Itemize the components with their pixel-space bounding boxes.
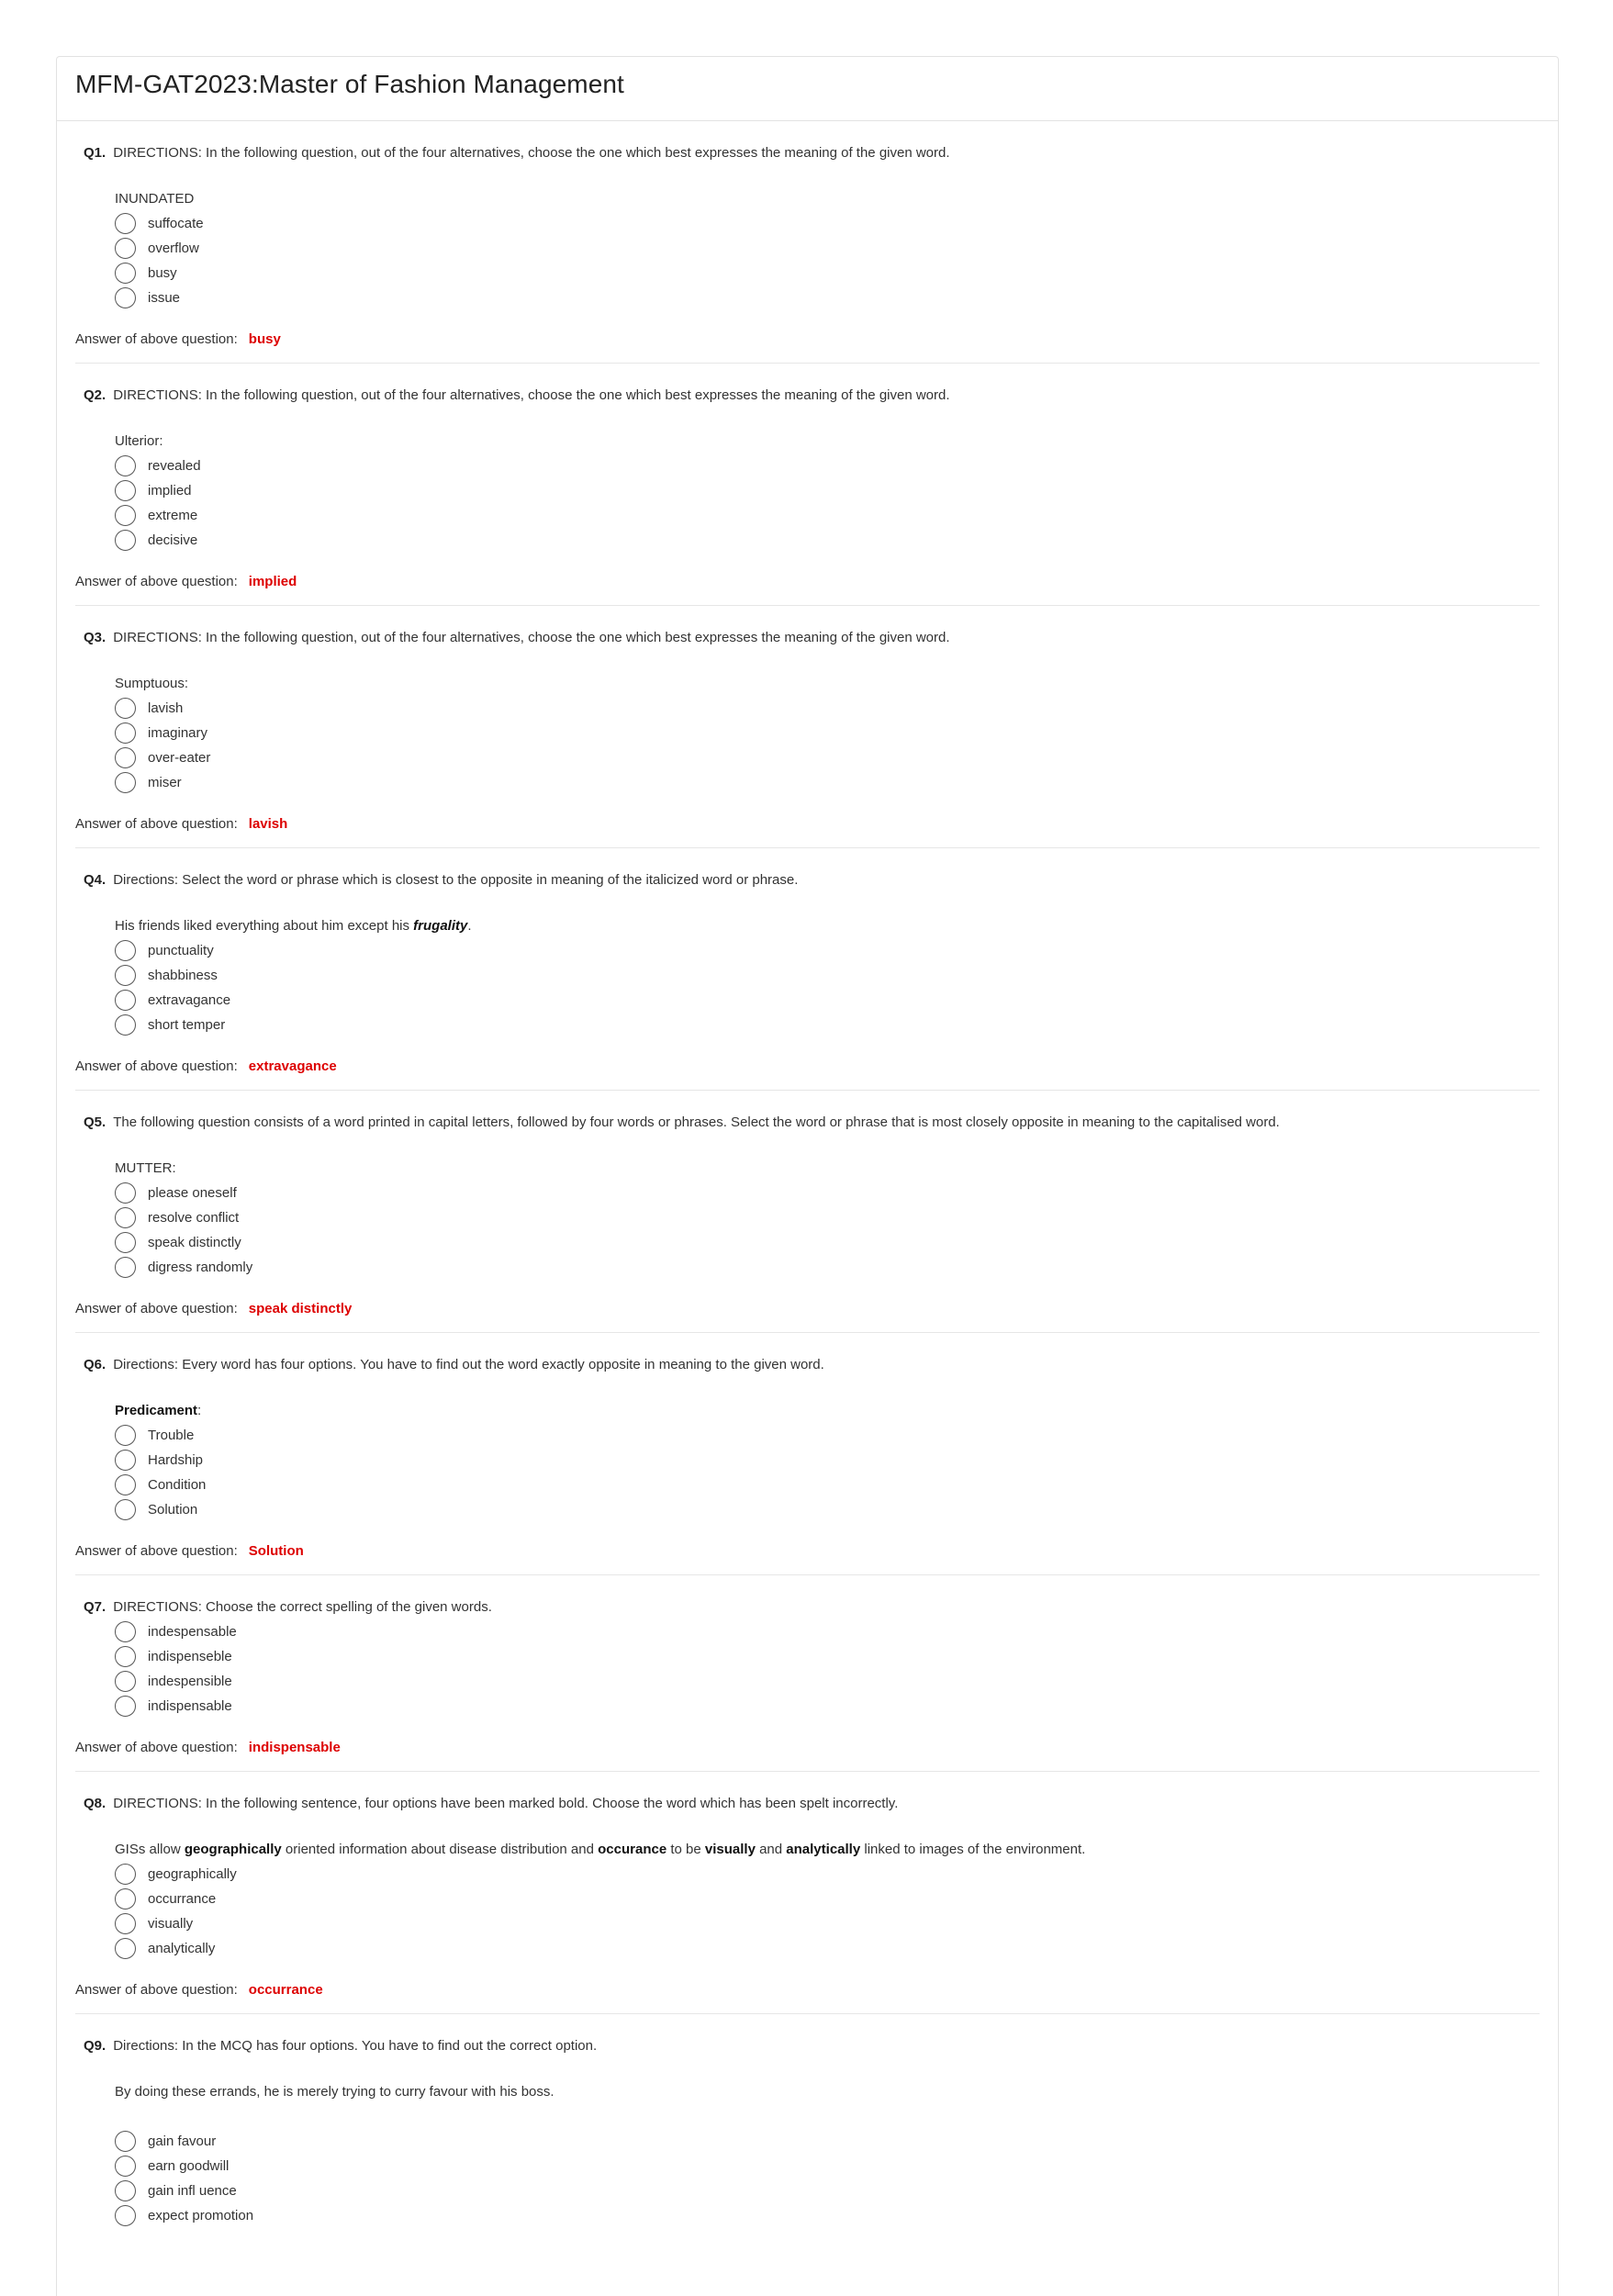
question-directions: Directions: Select the word or phrase which is closest to the opposite in meaning of the italicized word or phrase. <box>113 872 799 888</box>
option-item[interactable] <box>115 745 1540 770</box>
question-item <box>75 1575 1540 1772</box>
question-number: Q9. <box>84 2038 106 2054</box>
question-number: Q8. <box>84 1796 106 1811</box>
option-label: revealed <box>148 458 201 474</box>
stem-bold-word: occurance <box>598 1842 667 1857</box>
question-body <box>75 914 1540 1037</box>
option-list <box>115 1181 1540 1280</box>
answer-line <box>75 1539 1540 1563</box>
question-stem: Ulterior: <box>115 433 163 449</box>
option-label: gain favour <box>148 2134 217 2149</box>
option-label: implied <box>148 483 192 498</box>
question-item <box>75 1772 1540 2014</box>
option-item[interactable] <box>115 938 1540 963</box>
radio-button[interactable] <box>115 1182 136 1204</box>
option-label: expect promotion <box>148 2208 254 2223</box>
option-label: gain infl uence <box>148 2183 237 2199</box>
question-item <box>75 1091 1540 1333</box>
option-item[interactable] <box>115 1619 1540 1644</box>
option-label: shabbiness <box>148 968 218 983</box>
answer-label: Answer of above question: <box>75 1740 238 1755</box>
stem-text: . <box>467 918 472 934</box>
stem-text: to be <box>666 1842 705 1857</box>
radio-button[interactable] <box>115 698 136 719</box>
option-label: over-eater <box>148 750 211 766</box>
option-label: suffocate <box>148 216 204 231</box>
option-item[interactable] <box>115 2129 1540 2154</box>
question-directions: Directions: In the MCQ has four options. You have to find out the correct option. <box>113 2038 598 2054</box>
radio-button[interactable] <box>115 505 136 526</box>
option-label: geographically <box>148 1866 237 1882</box>
card-header <box>57 57 1558 121</box>
answer-value: occurrance <box>248 1982 323 1998</box>
answer-line <box>75 1977 1540 2002</box>
option-item[interactable] <box>115 1230 1540 1255</box>
option-item[interactable] <box>115 1423 1540 1448</box>
option-item[interactable] <box>115 1448 1540 1473</box>
question-header <box>75 1791 1540 1816</box>
answer-value: lavish <box>248 816 288 832</box>
question-body <box>75 187 1540 310</box>
answer-value: indispensable <box>248 1740 341 1755</box>
option-item[interactable] <box>115 286 1540 310</box>
option-list <box>115 1423 1540 1522</box>
option-item[interactable] <box>115 2154 1540 2178</box>
radio-button[interactable] <box>115 1696 136 1717</box>
radio-button[interactable] <box>115 263 136 284</box>
question-number: Q4. <box>84 872 106 888</box>
radio-button[interactable] <box>115 2156 136 2177</box>
option-label: resolve conflict <box>148 1210 240 1226</box>
answer-value: speak distinctly <box>248 1301 353 1316</box>
answer-label: Answer of above question: <box>75 1301 238 1316</box>
stem-text: : <box>197 1403 202 1418</box>
radio-button[interactable] <box>115 213 136 234</box>
answer-value: extravagance <box>248 1058 337 1074</box>
answer-label: Answer of above question: <box>75 574 238 589</box>
stem-text: oriented information about disease distribution and <box>281 1842 599 1857</box>
answer-value: busy <box>248 331 281 347</box>
radio-button[interactable] <box>115 722 136 744</box>
radio-button[interactable] <box>115 1938 136 1959</box>
page-title: MFM-GAT2023:Master of Fashion Management <box>75 70 624 98</box>
radio-button[interactable] <box>115 1888 136 1910</box>
answer-line <box>75 812 1540 836</box>
option-label: short temper <box>148 1017 226 1033</box>
option-item[interactable] <box>115 1473 1540 1497</box>
answer-line <box>75 1296 1540 1321</box>
radio-button[interactable] <box>115 940 136 961</box>
radio-button[interactable] <box>115 455 136 476</box>
option-item[interactable] <box>115 478 1540 503</box>
radio-button[interactable] <box>115 287 136 308</box>
stem-text: linked to images of the environment. <box>860 1842 1086 1857</box>
option-label: busy <box>148 265 177 281</box>
radio-button[interactable] <box>115 965 136 986</box>
radio-button[interactable] <box>115 1014 136 1036</box>
question-number: Q3. <box>84 630 106 645</box>
option-item[interactable] <box>115 1936 1540 1961</box>
radio-button[interactable] <box>115 238 136 259</box>
option-list <box>115 454 1540 553</box>
option-item[interactable] <box>115 454 1540 478</box>
radio-button[interactable] <box>115 2131 136 2152</box>
option-label: extreme <box>148 508 198 523</box>
question-stem: By doing these errands, he is merely trying to curry favour with his boss. <box>115 2084 554 2100</box>
answer-line <box>75 1735 1540 1760</box>
option-label: indispenseble <box>148 1649 232 1664</box>
option-label: indespensable <box>148 1624 237 1640</box>
question-stem: Sumptuous: <box>115 676 189 691</box>
question-number: Q5. <box>84 1114 106 1130</box>
option-label: punctuality <box>148 943 214 958</box>
option-item[interactable] <box>115 963 1540 988</box>
radio-button[interactable] <box>115 990 136 1011</box>
question-directions: DIRECTIONS: In the following sentence, four options have been marked bold. Choose the word which has been spelt incorrectly. <box>113 1796 899 1811</box>
option-item[interactable] <box>115 2203 1540 2228</box>
stem-bold-word: analytically <box>786 1842 861 1857</box>
option-item[interactable] <box>115 503 1540 528</box>
question-stem: INUNDATED <box>115 191 195 207</box>
stem-text: GISs allow <box>115 1842 185 1857</box>
option-item[interactable] <box>115 261 1540 286</box>
question-stem <box>115 1838 1540 1862</box>
option-label: decisive <box>148 532 198 548</box>
question-directions: DIRECTIONS: In the following question, out of the four alternatives, choose the one which best expresses the meaning of the given word. <box>113 630 950 645</box>
radio-button[interactable] <box>115 1450 136 1471</box>
answer-value: Solution <box>248 1543 304 1559</box>
question-number: Q7. <box>84 1599 106 1615</box>
radio-button[interactable] <box>115 747 136 768</box>
question-directions: DIRECTIONS: In the following question, out of the four alternatives, choose the one which best expresses the meaning of the given word. <box>113 145 950 161</box>
option-label: digress randomly <box>148 1260 253 1275</box>
option-label: please oneself <box>148 1185 237 1201</box>
option-label: occurrance <box>148 1891 217 1907</box>
option-label: earn goodwill <box>148 2158 230 2174</box>
option-item[interactable] <box>115 1862 1540 1887</box>
radio-button[interactable] <box>115 772 136 793</box>
question-item <box>75 2014 1540 2239</box>
option-item[interactable] <box>115 236 1540 261</box>
stem-bold-word: Predicament <box>115 1403 198 1418</box>
radio-button[interactable] <box>115 2205 136 2226</box>
option-label: Trouble <box>148 1428 195 1443</box>
option-list <box>115 2129 1540 2228</box>
question-header <box>75 625 1540 650</box>
question-item <box>75 364 1540 606</box>
option-item[interactable] <box>115 1694 1540 1719</box>
option-label: visually <box>148 1916 194 1932</box>
option-label: Solution <box>148 1502 198 1518</box>
question-header <box>75 383 1540 408</box>
option-item[interactable] <box>115 1644 1540 1669</box>
option-list <box>115 696 1540 795</box>
radio-button[interactable] <box>115 480 136 501</box>
radio-button[interactable] <box>115 1232 136 1253</box>
question-directions: The following question consists of a word printed in capital letters, followed by four words or phrases. Select the word or phrase that is most closely opposite in meaning to the capitalised word. <box>113 1114 1280 1130</box>
option-label: analytically <box>148 1941 216 1956</box>
question-number: Q6. <box>84 1357 106 1372</box>
question-list <box>57 121 1558 2239</box>
option-item[interactable] <box>115 528 1540 553</box>
option-item[interactable] <box>115 770 1540 795</box>
option-item[interactable] <box>115 2178 1540 2203</box>
radio-button[interactable] <box>115 1474 136 1495</box>
question-body <box>75 672 1540 795</box>
question-paper-card <box>56 56 1559 2296</box>
answer-line <box>75 569 1540 594</box>
option-label: indispensable <box>148 1698 232 1714</box>
radio-button[interactable] <box>115 530 136 551</box>
question-body <box>75 430 1540 553</box>
radio-button[interactable] <box>115 1671 136 1692</box>
radio-button[interactable] <box>115 1499 136 1520</box>
radio-button[interactable] <box>115 1207 136 1228</box>
option-item[interactable] <box>115 1013 1540 1037</box>
question-number: Q1. <box>84 145 106 161</box>
radio-button[interactable] <box>115 1864 136 1885</box>
option-label: Hardship <box>148 1452 204 1468</box>
option-item[interactable] <box>115 1669 1540 1694</box>
stem-bold-word: geographically <box>184 1842 282 1857</box>
option-list <box>115 1619 1540 1719</box>
question-item <box>75 606 1540 848</box>
option-item[interactable] <box>115 1181 1540 1205</box>
option-label: miser <box>148 775 182 790</box>
option-item[interactable] <box>115 211 1540 236</box>
question-number: Q2. <box>84 387 106 403</box>
question-body <box>75 1838 1540 1961</box>
question-item <box>75 1333 1540 1575</box>
question-header <box>75 140 1540 165</box>
option-label: issue <box>148 290 181 306</box>
option-label: extravagance <box>148 992 231 1008</box>
radio-button[interactable] <box>115 1621 136 1642</box>
question-stem <box>115 1399 1540 1423</box>
stem-italic-word: frugality <box>413 918 468 934</box>
question-item <box>75 848 1540 1091</box>
option-list <box>115 938 1540 1037</box>
question-header <box>75 868 1540 892</box>
option-label: speak distinctly <box>148 1235 241 1250</box>
question-stem: MUTTER: <box>115 1160 176 1176</box>
radio-button[interactable] <box>115 1425 136 1446</box>
question-directions: Directions: Every word has four options. You have to find out the word exactly opposite in meaning to the given word. <box>113 1357 824 1372</box>
option-label: Condition <box>148 1477 207 1493</box>
option-item[interactable] <box>115 1497 1540 1522</box>
question-item <box>75 121 1540 364</box>
option-label: imaginary <box>148 725 208 741</box>
stem-text: and <box>755 1842 787 1857</box>
question-header <box>75 1110 1540 1135</box>
option-label: overflow <box>148 241 199 256</box>
option-list <box>115 1862 1540 1961</box>
question-body <box>75 1619 1540 1719</box>
question-body <box>75 1399 1540 1522</box>
answer-label: Answer of above question: <box>75 331 238 347</box>
question-directions: DIRECTIONS: In the following question, out of the four alternatives, choose the one which best expresses the meaning of the given word. <box>113 387 950 403</box>
question-directions: DIRECTIONS: Choose the correct spelling of the given words. <box>113 1599 492 1615</box>
stem-text: His friends liked everything about him except his <box>115 918 414 934</box>
answer-label: Answer of above question: <box>75 1058 238 1074</box>
stem-bold-word: visually <box>704 1842 756 1857</box>
option-item[interactable] <box>115 1911 1540 1936</box>
answer-label: Answer of above question: <box>75 816 238 832</box>
answer-label: Answer of above question: <box>75 1982 238 1998</box>
option-list <box>115 211 1540 310</box>
question-header <box>75 2033 1540 2058</box>
answer-value: implied <box>248 574 297 589</box>
option-item[interactable] <box>115 1887 1540 1911</box>
radio-button[interactable] <box>115 2180 136 2201</box>
answer-line <box>75 1054 1540 1079</box>
option-label: lavish <box>148 700 184 716</box>
question-header <box>75 1595 1540 1619</box>
radio-button[interactable] <box>115 1257 136 1278</box>
option-label: indespensible <box>148 1674 232 1689</box>
answer-label: Answer of above question: <box>75 1543 238 1559</box>
question-body <box>75 2080 1540 2228</box>
answer-line <box>75 327 1540 352</box>
option-item[interactable] <box>115 988 1540 1013</box>
radio-button[interactable] <box>115 1646 136 1667</box>
question-body <box>75 1157 1540 1280</box>
option-item[interactable] <box>115 721 1540 745</box>
option-item[interactable] <box>115 1255 1540 1280</box>
option-item[interactable] <box>115 696 1540 721</box>
question-header <box>75 1352 1540 1377</box>
radio-button[interactable] <box>115 1913 136 1934</box>
question-stem <box>115 914 1540 938</box>
option-item[interactable] <box>115 1205 1540 1230</box>
